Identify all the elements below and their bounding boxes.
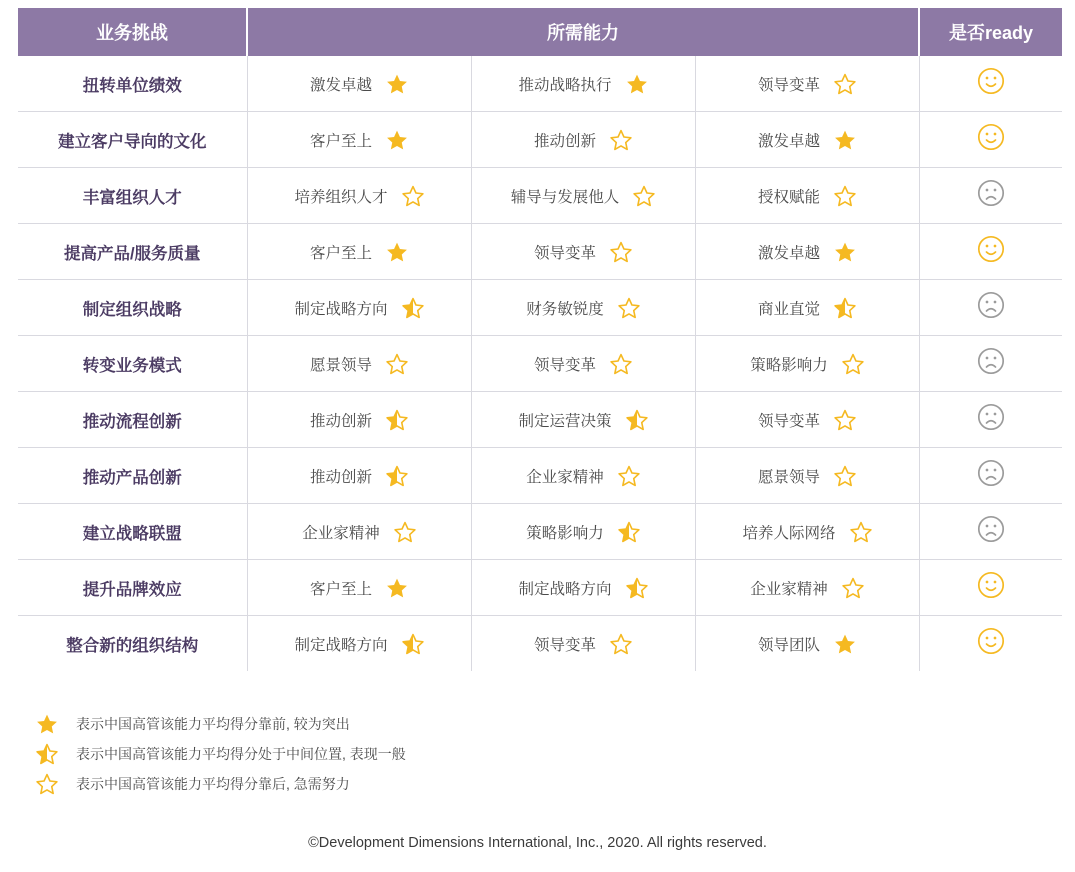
challenge-cell: 转变业务模式 (18, 336, 247, 392)
challenge-cell: 推动流程创新 (18, 392, 247, 448)
capability-cell-content (480, 409, 687, 431)
capability-cell (471, 504, 695, 560)
capability-cell-content (480, 353, 687, 375)
capability-cell-content (704, 353, 911, 375)
capability-cell (471, 616, 695, 672)
star-half-icon (618, 521, 640, 543)
star-empty-icon (394, 521, 416, 543)
capability-label: 愿景领导 (309, 356, 372, 374)
star-empty-icon (834, 465, 856, 487)
table-row (18, 560, 1062, 616)
capability-cell (695, 224, 919, 280)
legend-label: 表示中国高管该能力平均得分靠后, 急需努力 (76, 776, 350, 792)
capability-label: 策略影响力 (526, 524, 604, 542)
capability-cell (247, 336, 471, 392)
star-empty-icon (610, 129, 632, 151)
capability-label: 制定运营决策 (518, 412, 612, 430)
star-full-icon (834, 633, 856, 655)
capability-label: 客户至上 (309, 580, 372, 598)
capability-cell-content (480, 297, 687, 319)
table-row (18, 112, 1062, 168)
sad-face-icon (977, 179, 1005, 212)
capability-cell (471, 112, 695, 168)
happy-face-icon (977, 571, 1005, 604)
capability-cell (471, 168, 695, 224)
header-capabilities: 所需能力 (247, 8, 919, 56)
star-empty-icon (633, 185, 655, 207)
capability-cell-content (480, 577, 687, 599)
star-empty-icon (610, 633, 632, 655)
capability-cell (695, 616, 919, 672)
capability-cell-content (704, 73, 911, 95)
capability-cell-content (480, 129, 687, 151)
capability-label: 策略影响力 (750, 356, 828, 374)
capability-cell (695, 504, 919, 560)
ready-cell (919, 112, 1062, 168)
sad-face-icon (977, 291, 1005, 324)
ready-cell (919, 56, 1062, 112)
star-half-icon (626, 577, 648, 599)
star-empty-icon (834, 185, 856, 207)
ready-cell (919, 504, 1062, 560)
capability-cell-content (704, 521, 911, 543)
capability-cell-content (704, 129, 911, 151)
star-full-icon (386, 73, 408, 95)
challenge-cell: 建立战略联盟 (18, 504, 247, 560)
star-empty-icon (402, 185, 424, 207)
capability-cell-content (256, 297, 463, 319)
capability-cell (695, 560, 919, 616)
legend-label: 表示中国高管该能力平均得分处于中间位置, 表现一般 (76, 746, 406, 762)
capability-cell-content (256, 409, 463, 431)
capability-label: 制定战略方向 (518, 580, 612, 598)
capability-cell-content (256, 353, 463, 375)
capability-label: 客户至上 (309, 244, 372, 262)
capability-cell (247, 280, 471, 336)
star-full-icon (834, 241, 856, 263)
star-half-icon (626, 409, 648, 431)
capability-cell (471, 336, 695, 392)
star-half-icon (402, 633, 424, 655)
capability-cell-content (256, 73, 463, 95)
capability-cell-content (480, 241, 687, 263)
capability-cell (471, 280, 695, 336)
capability-label: 领导变革 (757, 412, 820, 430)
capability-cell-content (256, 241, 463, 263)
capability-cell-content (256, 129, 463, 151)
capability-cell (247, 168, 471, 224)
table-body (18, 56, 1062, 671)
capability-cell-content (256, 185, 463, 207)
ready-cell (919, 224, 1062, 280)
sad-face-icon (977, 347, 1005, 380)
table-row (18, 224, 1062, 280)
star-half-icon (834, 297, 856, 319)
legend-label: 表示中国高管该能力平均得分靠前, 较为突出 (76, 716, 350, 732)
capability-cell (471, 56, 695, 112)
ready-cell (919, 280, 1062, 336)
ready-cell (919, 616, 1062, 672)
ready-cell (919, 560, 1062, 616)
star-half-icon (386, 465, 408, 487)
capability-cell (471, 448, 695, 504)
capability-label: 激发卓越 (757, 132, 820, 150)
star-half-icon (386, 409, 408, 431)
capability-label: 企业家精神 (526, 468, 604, 486)
ready-cell (919, 392, 1062, 448)
star-half-icon (36, 743, 58, 765)
capability-matrix-table (18, 8, 1062, 671)
copyright-text: ©Development Dimensions International, Inc., 2020. All rights reserved. (308, 835, 767, 851)
capability-cell-content (256, 521, 463, 543)
table-row (18, 448, 1062, 504)
capability-label: 推动战略执行 (518, 76, 612, 94)
capability-cell (695, 112, 919, 168)
capability-cell (695, 280, 919, 336)
star-full-icon (386, 241, 408, 263)
capability-cell (695, 168, 919, 224)
happy-face-icon (977, 627, 1005, 660)
challenge-cell: 扭转单位绩效 (18, 56, 247, 112)
sad-face-icon (977, 515, 1005, 548)
capability-cell (247, 224, 471, 280)
capability-cell-content (480, 633, 687, 655)
star-empty-icon (834, 409, 856, 431)
capability-cell (247, 392, 471, 448)
legend-item (36, 709, 1057, 739)
capability-cell-content (704, 241, 911, 263)
capability-label: 客户至上 (309, 132, 372, 150)
challenge-cell: 提高产品/服务质量 (18, 224, 247, 280)
capability-label: 推动创新 (533, 132, 596, 150)
capability-cell (471, 392, 695, 448)
challenge-cell: 建立客户导向的文化 (18, 112, 247, 168)
capability-cell (247, 560, 471, 616)
star-full-icon (36, 713, 58, 735)
star-full-icon (386, 577, 408, 599)
table-row (18, 336, 1062, 392)
capability-label: 财务敏锐度 (526, 300, 604, 318)
table-row (18, 616, 1062, 672)
capability-label: 商业直觉 (757, 300, 820, 318)
capability-cell (247, 448, 471, 504)
sad-face-icon (977, 459, 1005, 492)
table-row (18, 504, 1062, 560)
capability-cell-content (704, 297, 911, 319)
capability-label: 激发卓越 (757, 244, 820, 262)
capability-label: 培养组织人才 (294, 188, 388, 206)
star-empty-icon (618, 297, 640, 319)
capability-cell-content (704, 465, 911, 487)
capability-label: 制定战略方向 (294, 636, 388, 654)
star-empty-icon (36, 773, 58, 795)
legend-item (36, 739, 1057, 769)
capability-cell-content (480, 521, 687, 543)
sad-face-icon (977, 403, 1005, 436)
capability-cell-content (704, 185, 911, 207)
capability-cell (247, 112, 471, 168)
capability-label: 领导变革 (533, 356, 596, 374)
capability-cell (695, 448, 919, 504)
capability-label: 制定战略方向 (294, 300, 388, 318)
challenge-cell: 推动产品创新 (18, 448, 247, 504)
happy-face-icon (977, 67, 1005, 100)
star-empty-icon (834, 73, 856, 95)
capability-cell (471, 560, 695, 616)
challenge-cell: 整合新的组织结构 (18, 616, 247, 672)
star-full-icon (386, 129, 408, 151)
star-full-icon (834, 129, 856, 151)
legend (18, 709, 1057, 799)
star-empty-icon (842, 577, 864, 599)
star-empty-icon (610, 241, 632, 263)
capability-label: 企业家精神 (302, 524, 380, 542)
capability-label: 推动创新 (309, 412, 372, 430)
capability-label: 企业家精神 (750, 580, 828, 598)
capability-cell-content (256, 577, 463, 599)
capability-label: 领导变革 (757, 76, 820, 94)
table-row (18, 168, 1062, 224)
ready-cell (919, 336, 1062, 392)
ready-cell (919, 168, 1062, 224)
table-row (18, 280, 1062, 336)
challenge-cell: 制定组织战略 (18, 280, 247, 336)
star-empty-icon (850, 521, 872, 543)
capability-cell (471, 224, 695, 280)
capability-cell (695, 336, 919, 392)
happy-face-icon (977, 123, 1005, 156)
legend-item (36, 769, 1057, 799)
challenge-cell: 提升品牌效应 (18, 560, 247, 616)
capability-cell-content (480, 73, 687, 95)
table-header (18, 8, 1062, 56)
capability-cell (247, 504, 471, 560)
capability-label: 培养人际网络 (742, 524, 836, 542)
capability-label: 授权赋能 (757, 188, 820, 206)
happy-face-icon (977, 235, 1005, 268)
capability-label: 愿景领导 (757, 468, 820, 486)
star-full-icon (626, 73, 648, 95)
header-row (18, 8, 1062, 56)
capability-cell-content (704, 577, 911, 599)
header-challenge: 业务挑战 (18, 8, 247, 56)
header-ready: 是否ready (919, 8, 1062, 56)
capability-cell-content (256, 633, 463, 655)
capability-cell (247, 56, 471, 112)
capability-cell-content (704, 409, 911, 431)
table-row (18, 56, 1062, 112)
capability-cell-content (480, 185, 687, 207)
star-empty-icon (386, 353, 408, 375)
ready-cell (919, 448, 1062, 504)
capability-cell-content (704, 633, 911, 655)
table-row (18, 392, 1062, 448)
capability-label: 推动创新 (309, 468, 372, 486)
star-empty-icon (842, 353, 864, 375)
capability-cell (247, 616, 471, 672)
capability-cell (695, 392, 919, 448)
capability-label: 领导团队 (757, 636, 820, 654)
capability-label: 领导变革 (533, 244, 596, 262)
star-half-icon (402, 297, 424, 319)
challenge-cell: 丰富组织人才 (18, 168, 247, 224)
star-empty-icon (618, 465, 640, 487)
capability-cell-content (256, 465, 463, 487)
capability-cell (695, 56, 919, 112)
capability-label: 领导变革 (533, 636, 596, 654)
capability-cell-content (480, 465, 687, 487)
star-empty-icon (610, 353, 632, 375)
capability-label: 激发卓越 (309, 76, 372, 94)
capability-label: 辅导与发展他人 (510, 188, 620, 206)
